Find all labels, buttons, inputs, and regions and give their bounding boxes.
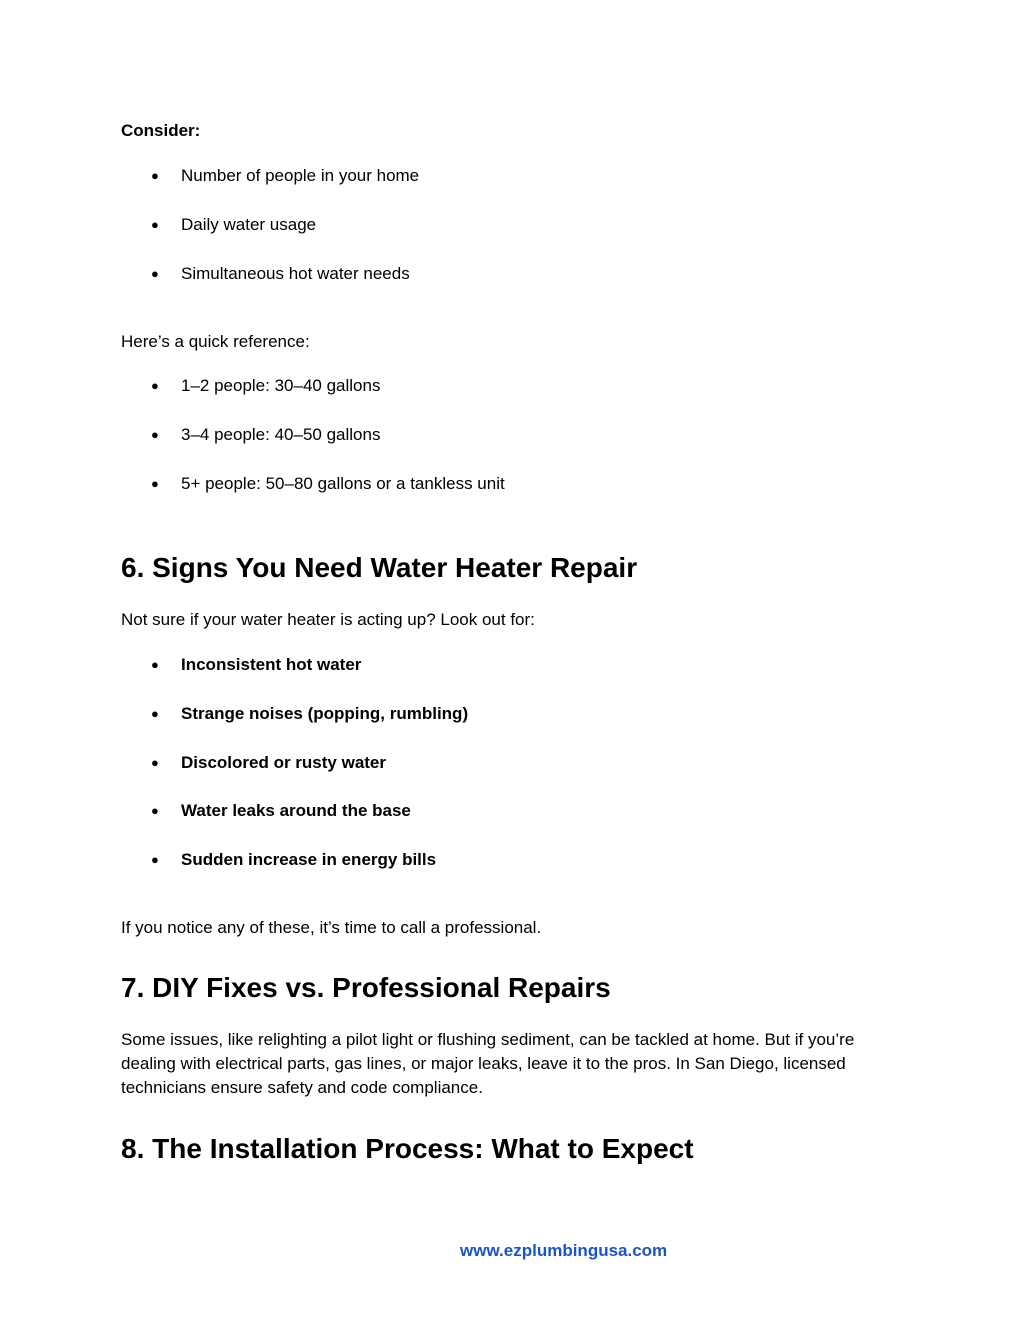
bullet-icon: ● <box>151 475 159 491</box>
bullet-icon: ● <box>151 426 159 442</box>
bullet-icon: ● <box>151 705 159 721</box>
section-6-outro: If you notice any of these, it’s time to call a professional. <box>121 918 542 937</box>
list-item-text: Sudden increase in energy bills <box>181 850 437 869</box>
bullet-icon: ● <box>151 657 159 672</box>
bullet-icon: ● <box>151 168 159 183</box>
section-7-body: Some issues, like relighting a pilot light or flushing sediment, can be tackled at home. But if you’re dealing with electrical parts, gas lines, or major leaks, leave it to the pros. In San Diego, licensed technicians ensure safety and code compliance. <box>121 1030 855 1097</box>
list-item-text: 1–2 people: 30–40 gallons <box>181 376 381 395</box>
reference-intro: Here’s a quick reference: <box>121 332 310 351</box>
website-link[interactable]: www.ezplumbingusa.com <box>460 1241 668 1260</box>
section-8-heading: 8. The Installation Process: What to Expect <box>121 1133 694 1164</box>
section-6-intro: Not sure if your water heater is acting up? Look out for: <box>121 610 535 629</box>
bullet-icon: ● <box>151 852 159 867</box>
list-item-text: Number of people in your home <box>181 166 420 185</box>
list-item-text: Discolored or rusty water <box>181 752 387 772</box>
section-6-heading: 6. Signs You Need Water Heater Repair <box>121 552 638 583</box>
list-item-text: Daily water usage <box>181 214 317 234</box>
list-item-text: Strange noises (popping, rumbling) <box>181 703 469 723</box>
bullet-icon: ● <box>151 378 159 393</box>
list-item-text: Inconsistent hot water <box>181 655 362 674</box>
bullet-icon: ● <box>151 803 159 819</box>
list-item-text: Simultaneous hot water needs <box>181 263 410 283</box>
list-item-text: Water leaks around the base <box>181 801 411 821</box>
bullet-icon: ● <box>151 754 159 770</box>
list-item-text: 3–4 people: 40–50 gallons <box>181 424 381 444</box>
consider-label: Consider: <box>121 121 201 140</box>
list-item-text: 5+ people: 50–80 gallons or a tankless unit <box>181 473 505 493</box>
bullet-icon: ● <box>151 265 159 281</box>
section-7-heading: 7. DIY Fixes vs. Professional Repairs <box>121 972 611 1003</box>
bullet-icon: ● <box>151 216 159 232</box>
